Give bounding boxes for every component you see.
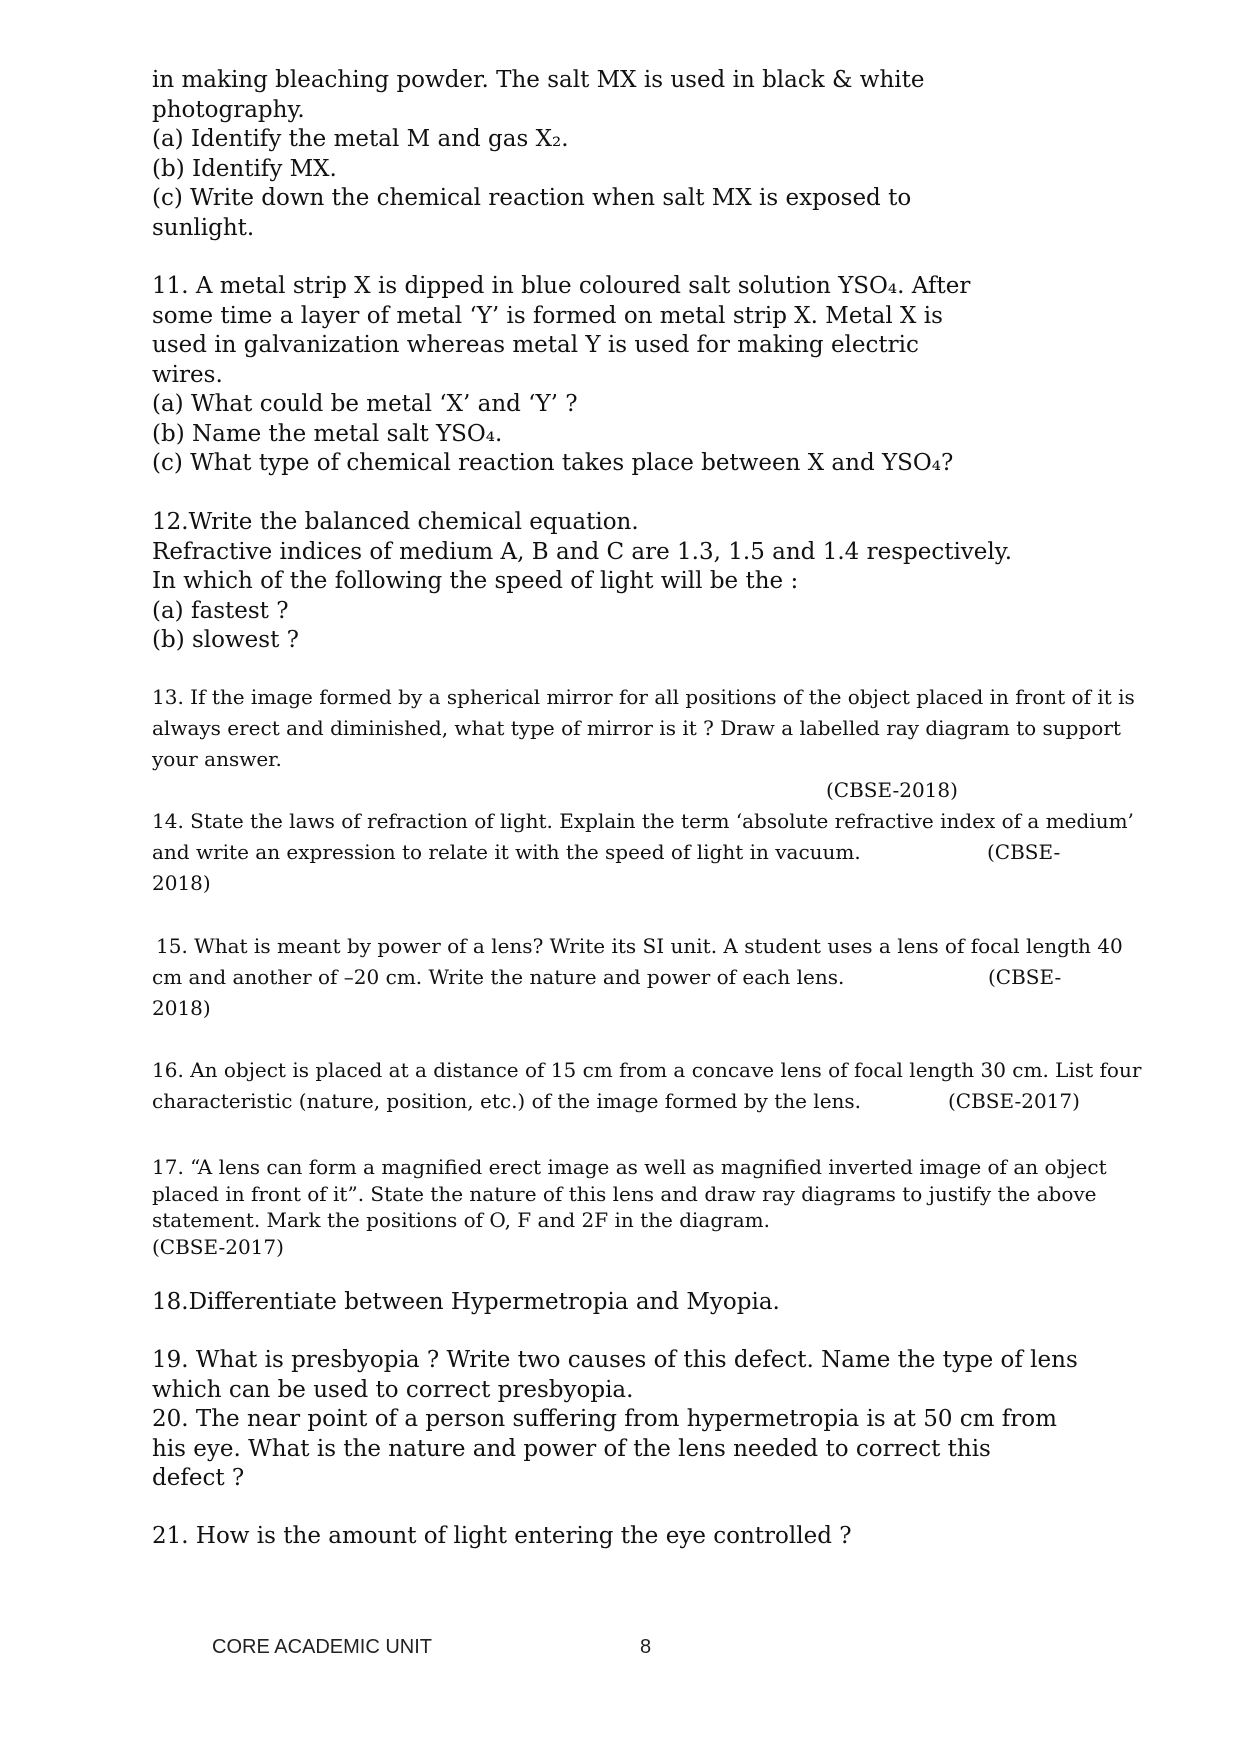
text-line: (a) fastest ? xyxy=(152,597,289,624)
text-line: 2018) xyxy=(152,996,211,1020)
text-segment: and write an expression to relate it with the speed of light in vacuum. xyxy=(152,840,861,864)
text-line: 2018) xyxy=(152,871,211,895)
text-line: Refractive indices of medium A, B and C are 1.3, 1.5 and 1.4 respectively. xyxy=(152,538,1013,565)
text-line: his eye. What is the nature and power of the lens needed to correct this xyxy=(152,1435,991,1462)
text-line: 18.Differentiate between Hypermetropia and Myopia. xyxy=(152,1289,780,1315)
text-line xyxy=(152,837,1112,868)
text-line: 13. If the image formed by a spherical mirror for all positions of the object placed in front of it is xyxy=(152,685,1135,709)
text-line: sunlight. xyxy=(152,214,255,241)
question-11 xyxy=(152,272,1112,479)
question-10-continuation xyxy=(152,66,1112,243)
question-14 xyxy=(152,806,1134,899)
question-21 xyxy=(152,1522,1112,1552)
text-line: (b) Identify MX. xyxy=(152,155,337,182)
text-line: 20. The near point of a person suffering from hypermetropia is at 50 cm from xyxy=(152,1406,1057,1432)
question-16 xyxy=(152,1055,1142,1117)
text-line: (CBSE-2017) xyxy=(152,1234,284,1259)
text-line: used in galvanization whereas metal Y is used for making electric xyxy=(152,332,919,358)
question-14-source: (CBSE- xyxy=(987,840,1061,864)
text-line: 14. State the laws of refraction of light. Explain the term ‘absolute refractive index of a medium’ xyxy=(152,809,1134,833)
question-15 xyxy=(152,931,1123,1024)
text-line: some time a layer of metal ‘Y’ is formed on metal strip X. Metal X is xyxy=(152,302,943,329)
text-line: 19. What is presbyopia ? Write two causes of this defect. Name the type of lens xyxy=(152,1347,1078,1373)
question-15-source: (CBSE- xyxy=(988,965,1062,989)
text-line: 15. What is meant by power of a lens? Write its SI unit. A student uses a lens of focal length 40 xyxy=(156,934,1123,958)
text-line: 17. “A lens can form a magnified erect image as well as magnified inverted image of an object xyxy=(152,1155,1107,1179)
question-18 xyxy=(152,1288,1112,1318)
text-line: 11. A metal strip X is dipped in blue coloured salt solution YSO₄. After xyxy=(152,273,971,299)
footer-unit: CORE ACADEMIC UNIT xyxy=(212,1636,433,1658)
question-13 xyxy=(152,682,1135,775)
text-segment: cm and another of –20 cm. Write the nature and power of each lens. xyxy=(152,965,845,989)
question-17 xyxy=(152,1154,1112,1260)
text-line: (b) slowest ? xyxy=(152,627,299,653)
text-line: (c) Write down the chemical reaction when salt MX is exposed to xyxy=(152,185,912,211)
question-13-source: (CBSE-2018) xyxy=(826,778,958,802)
page-number: 8 xyxy=(640,1636,652,1658)
question-16-source: (CBSE-2017) xyxy=(948,1089,1080,1113)
text-line: defect ? xyxy=(152,1465,245,1491)
question-12 xyxy=(152,508,1112,656)
text-line: (b) Name the metal salt YSO₄. xyxy=(152,420,503,447)
text-line: (c) What type of chemical reaction takes place between X and YSO₄? xyxy=(152,450,954,476)
text-line: in making bleaching powder. The salt MX is used in black & white xyxy=(152,67,925,93)
text-line: (a) What could be metal ‘X’ and ‘Y’ ? xyxy=(152,391,578,417)
text-line: your answer. xyxy=(152,747,282,771)
text-line: photography. xyxy=(152,96,305,123)
text-line: wires. xyxy=(152,361,223,388)
question-19-20 xyxy=(152,1346,1112,1494)
text-segment: characteristic (nature, position, etc.) of the image formed by the lens. xyxy=(152,1089,862,1113)
text-line: placed in front of it”. State the nature of this lens and draw ray diagrams to justify the above xyxy=(152,1181,1097,1206)
text-line: 16. An object is placed at a distance of 15 cm from a concave lens of focal length 30 cm. List four xyxy=(152,1058,1142,1082)
text-line: 12.Write the balanced chemical equation. xyxy=(152,509,639,535)
text-line: (a) Identify the metal M and gas X₂. xyxy=(152,126,569,152)
text-line: which can be used to correct presbyopia. xyxy=(152,1376,634,1403)
text-line xyxy=(152,1086,1112,1117)
text-line: always erect and diminished, what type of mirror is it ? Draw a labelled ray diagram to support xyxy=(152,716,1121,740)
text-line: 21. How is the amount of light entering the eye controlled ? xyxy=(152,1523,852,1549)
text-line: In which of the following the speed of light will be the : xyxy=(152,568,799,594)
text-line xyxy=(152,962,1116,993)
text-line: statement. Mark the positions of O, F and 2F in the diagram. xyxy=(152,1208,770,1232)
